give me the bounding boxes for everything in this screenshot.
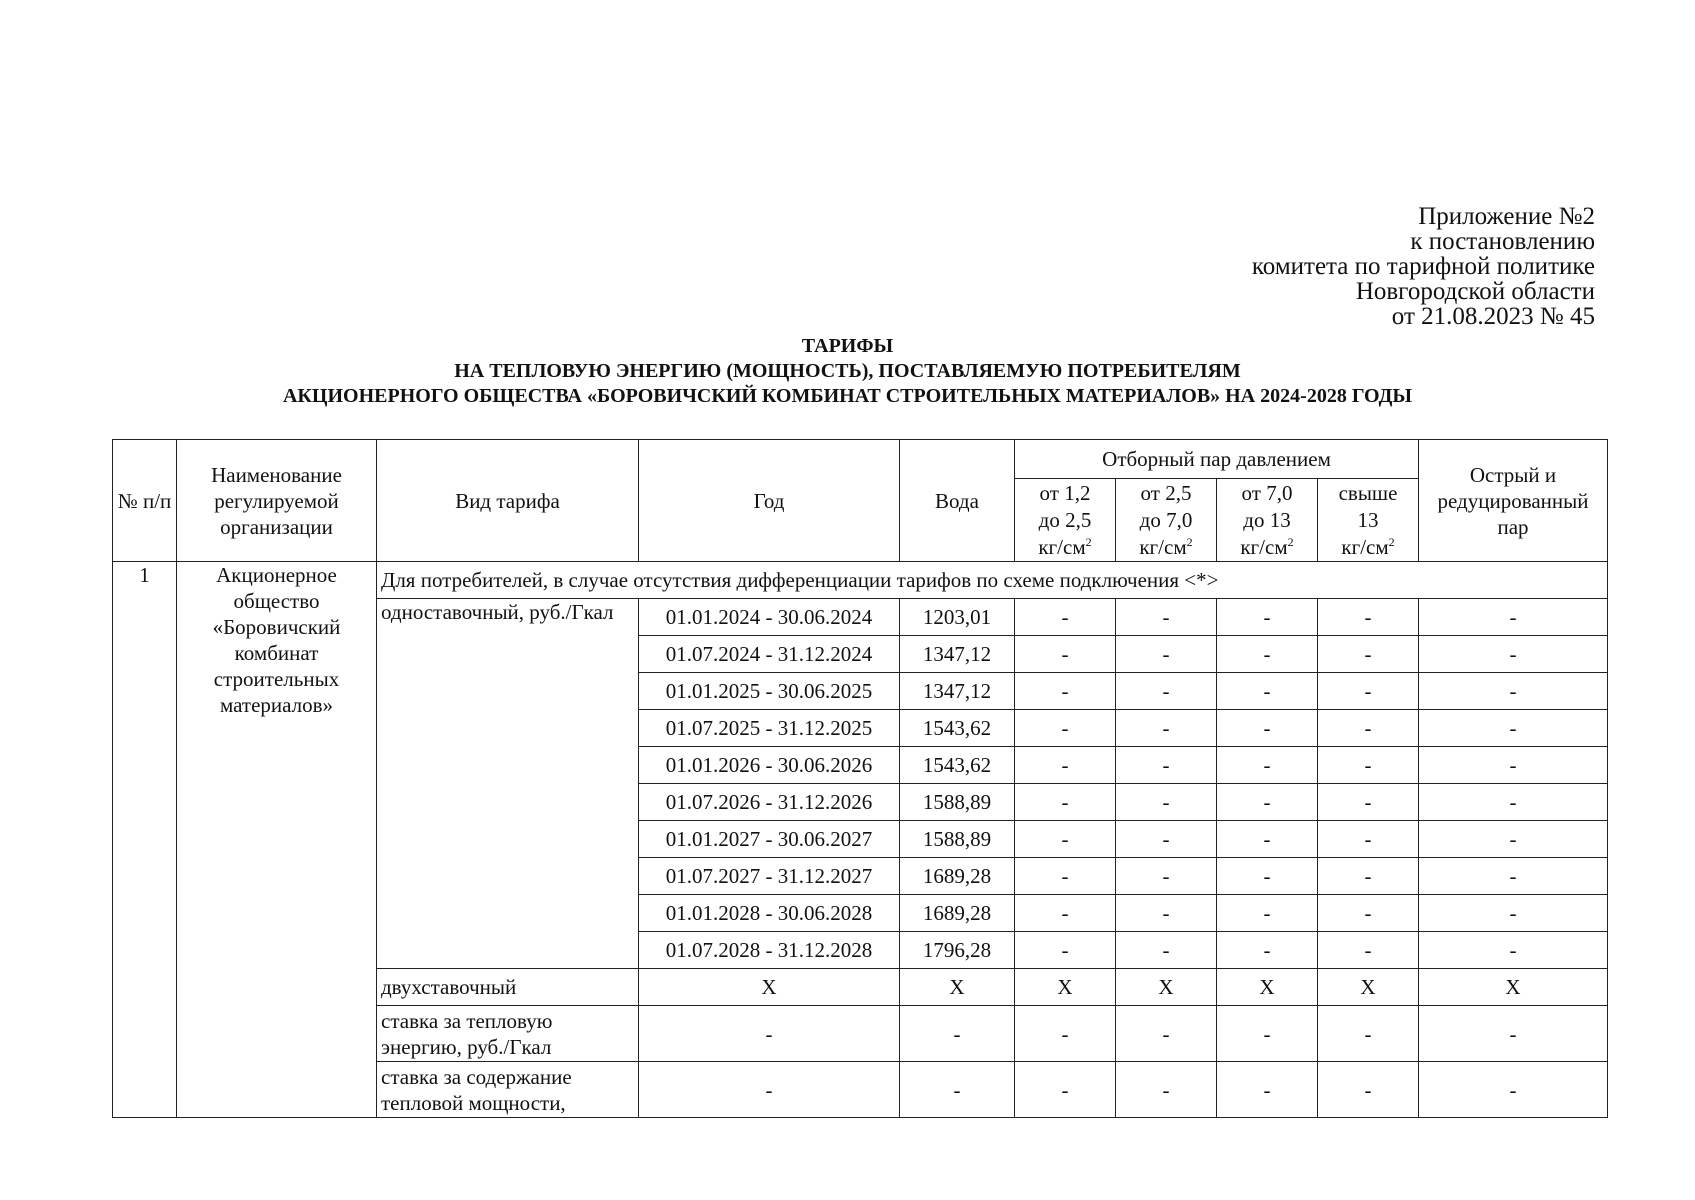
sharp-steam-value: -: [1419, 821, 1608, 858]
steam-3-value: -: [1217, 895, 1318, 932]
tariff-type-single-rate: одноставочный, руб./Гкал: [377, 599, 639, 969]
period-cell: 01.01.2026 - 30.06.2026: [639, 747, 900, 784]
header-steam-3: [1217, 479, 1318, 562]
steam-3-value: -: [1217, 932, 1318, 969]
sharp-steam-value: -: [1419, 784, 1608, 821]
period-cell: 01.07.2025 - 31.12.2025: [639, 710, 900, 747]
period-cell: 01.01.2024 - 30.06.2024: [639, 599, 900, 636]
steam-3-value: -: [1217, 784, 1318, 821]
tariff-heat-rate: ставка за тепловую энергию, руб./Гкал: [377, 1006, 639, 1062]
steam-1-value: X: [1015, 969, 1116, 1006]
steam-1-value: -: [1015, 673, 1116, 710]
steam-2-value: -: [1116, 895, 1217, 932]
steam-3-value: -: [1217, 747, 1318, 784]
steam-4-value: -: [1318, 636, 1419, 673]
water-value: 1689,28: [900, 858, 1015, 895]
header-row: [113, 440, 1608, 479]
steam-3-value: -: [1217, 821, 1318, 858]
organization-name: Акционерное общество «Боровичский комбинат строительных материалов»: [177, 562, 377, 1118]
table-row: [113, 562, 1608, 599]
tariff-type-two-rate: двухставочный: [377, 969, 639, 1006]
steam-3-value: -: [1217, 710, 1318, 747]
steam-2-value: X: [1116, 969, 1217, 1006]
appendix-line: к постановлению: [1410, 228, 1595, 255]
steam-1-value: -: [1015, 1062, 1116, 1118]
steam-1-value: -: [1015, 599, 1116, 636]
header-org: Наименование регулируемой организации: [177, 440, 377, 562]
steam-2-value: -: [1116, 747, 1217, 784]
steam-3-value: -: [1217, 636, 1318, 673]
appendix-line: от 21.08.2023 № 45: [1391, 303, 1595, 330]
appendix-header: [1252, 204, 1595, 329]
period-cell: -: [639, 1062, 900, 1118]
steam-2-value: -: [1116, 710, 1217, 747]
sharp-steam-value: X: [1419, 969, 1608, 1006]
unit-label: $кг/см^2$: [1139, 534, 1193, 559]
steam-1-value: -: [1015, 858, 1116, 895]
header-steam-1: [1015, 479, 1116, 562]
steam-2-value: -: [1116, 1006, 1217, 1062]
steam-4-value: -: [1318, 821, 1419, 858]
steam-1-value: -: [1015, 932, 1116, 969]
document-title: [0, 334, 1695, 409]
steam-2-value: -: [1116, 821, 1217, 858]
steam-1-value: -: [1015, 821, 1116, 858]
steam-2-value: -: [1116, 636, 1217, 673]
tariffs-table: [112, 439, 1608, 1118]
sharp-steam-value: -: [1419, 858, 1608, 895]
steam-1-value: -: [1015, 895, 1116, 932]
steam-1-value: -: [1015, 1006, 1116, 1062]
appendix-line: комитета по тарифной политике: [1251, 253, 1595, 280]
water-value: X: [900, 969, 1015, 1006]
period-cell: 01.07.2024 - 31.12.2024: [639, 636, 900, 673]
steam-2-value: -: [1116, 932, 1217, 969]
title-line: НА ТЕПЛОВУЮ ЭНЕРГИЮ (МОЩНОСТЬ), ПОСТАВЛЯЕМУЮ ПОТРЕБИТЕЛЯМ: [454, 360, 1241, 382]
steam-4-value: -: [1318, 858, 1419, 895]
header-text: до 13: [1243, 507, 1291, 532]
header-text: от 7,0: [1241, 480, 1293, 505]
header-water: Вода: [900, 440, 1015, 562]
tariff-capacity-rate: ставка за содержание тепловой мощности,: [377, 1062, 639, 1118]
header-text: до 2,5: [1038, 507, 1092, 532]
sharp-steam-value: -: [1419, 1006, 1608, 1062]
steam-2-value: -: [1116, 673, 1217, 710]
steam-4-value: -: [1318, 599, 1419, 636]
water-value: 1203,01: [900, 599, 1015, 636]
steam-3-value: -: [1217, 673, 1318, 710]
header-text: 13: [1357, 507, 1379, 532]
steam-2-value: -: [1116, 858, 1217, 895]
sharp-steam-value: -: [1419, 673, 1608, 710]
steam-4-value: -: [1318, 1006, 1419, 1062]
steam-4-value: -: [1318, 1062, 1419, 1118]
steam-1-value: -: [1015, 784, 1116, 821]
steam-2-value: -: [1116, 1062, 1217, 1118]
header-sharp-steam: Острый и редуцированный пар: [1419, 440, 1608, 562]
steam-4-value: -: [1318, 895, 1419, 932]
steam-3-value: -: [1217, 1006, 1318, 1062]
sharp-steam-value: -: [1419, 747, 1608, 784]
steam-2-value: -: [1116, 784, 1217, 821]
unit-label: $кг/см^2$: [1240, 534, 1294, 559]
header-text: от 1,2: [1039, 480, 1091, 505]
water-value: 1347,12: [900, 673, 1015, 710]
header-year: Год: [639, 440, 900, 562]
steam-1-value: -: [1015, 747, 1116, 784]
period-cell: 01.01.2028 - 30.06.2028: [639, 895, 900, 932]
period-cell: 01.01.2027 - 30.06.2027: [639, 821, 900, 858]
water-value: 1796,28: [900, 932, 1015, 969]
title-line: АКЦИОНЕРНОГО ОБЩЕСТВА «БОРОВИЧСКИЙ КОМБИНАТ СТРОИТЕЛЬНЫХ МАТЕРИАЛОВ» НА 2024-2028 ГОДЫ: [282, 385, 1413, 407]
steam-1-value: -: [1015, 636, 1116, 673]
water-value: 1588,89: [900, 784, 1015, 821]
header-tariff-type: Вид тарифа: [377, 440, 639, 562]
header-steam-2: [1116, 479, 1217, 562]
steam-3-value: -: [1217, 1062, 1318, 1118]
sharp-steam-value: -: [1419, 1062, 1608, 1118]
row-number: 1: [113, 562, 177, 1118]
sharp-steam-value: -: [1419, 710, 1608, 747]
steam-3-value: -: [1217, 858, 1318, 895]
steam-4-value: -: [1318, 747, 1419, 784]
steam-3-value: -: [1217, 599, 1318, 636]
water-value: 1689,28: [900, 895, 1015, 932]
header-text: до 7,0: [1139, 507, 1193, 532]
steam-4-value: X: [1318, 969, 1419, 1006]
appendix-line: Приложение №2: [1418, 203, 1595, 230]
period-cell: 01.07.2026 - 31.12.2026: [639, 784, 900, 821]
header-steam-4: [1318, 479, 1419, 562]
water-value: -: [900, 1006, 1015, 1062]
period-cell: X: [639, 969, 900, 1006]
period-cell: 01.01.2025 - 30.06.2025: [639, 673, 900, 710]
unit-label: $кг/см^2$: [1341, 534, 1395, 559]
water-value: 1347,12: [900, 636, 1015, 673]
header-text: от 2,5: [1140, 480, 1192, 505]
steam-4-value: -: [1318, 710, 1419, 747]
header-text: свыше: [1338, 480, 1398, 505]
sharp-steam-value: -: [1419, 599, 1608, 636]
period-cell: -: [639, 1006, 900, 1062]
steam-4-value: -: [1318, 932, 1419, 969]
steam-3-value: X: [1217, 969, 1318, 1006]
sharp-steam-value: -: [1419, 932, 1608, 969]
steam-2-value: -: [1116, 599, 1217, 636]
water-value: 1588,89: [900, 821, 1015, 858]
unit-label: $кг/см^2$: [1038, 534, 1092, 559]
steam-1-value: -: [1015, 710, 1116, 747]
consumers-note: Для потребителей, в случае отсутствия дифференциации тарифов по схеме подключения <*>: [377, 562, 1608, 599]
appendix-line: Новгородской области: [1355, 278, 1595, 305]
header-num: № п/п: [113, 440, 177, 562]
sharp-steam-value: -: [1419, 895, 1608, 932]
water-value: 1543,62: [900, 710, 1015, 747]
title-line: ТАРИФЫ: [801, 335, 894, 357]
period-cell: 01.07.2028 - 31.12.2028: [639, 932, 900, 969]
steam-4-value: -: [1318, 784, 1419, 821]
header-steam-group: Отборный пар давлением: [1015, 440, 1419, 479]
period-cell: 01.07.2027 - 31.12.2027: [639, 858, 900, 895]
water-value: 1543,62: [900, 747, 1015, 784]
steam-4-value: -: [1318, 673, 1419, 710]
sharp-steam-value: -: [1419, 636, 1608, 673]
water-value: -: [900, 1062, 1015, 1118]
